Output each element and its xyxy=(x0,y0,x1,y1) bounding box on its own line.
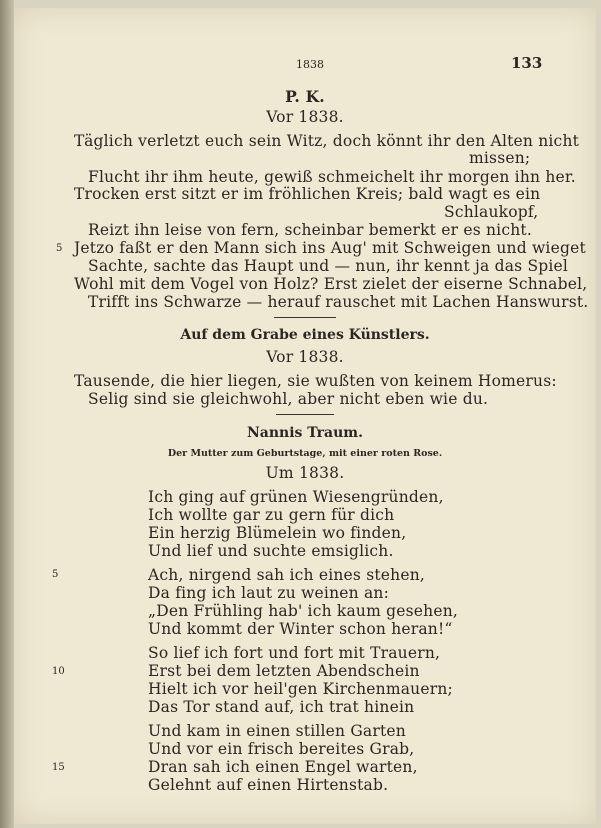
poem3-line: „Den Frühling hab' ich kaum gesehen, xyxy=(148,602,459,620)
poem3-line: So lief ich fort und fort mit Trauern, xyxy=(148,644,441,662)
poem1-line: Wohl mit dem Vogel von Holz? Erst zielet der eiserne Schnabel, xyxy=(74,275,588,293)
book-page xyxy=(14,8,596,824)
poem2-date: Vor 1838. xyxy=(266,348,344,366)
page-number: 133 xyxy=(511,54,543,72)
section-divider xyxy=(274,317,336,318)
poem1-line: Reizt ihn leise von fern, scheinbar bemerkt er es nicht. xyxy=(88,221,532,239)
poem3-line: Und kommt der Winter schon heran!“ xyxy=(148,620,453,638)
poem1-line: Sachte, sachte das Haupt und — nun, ihr kennt ja das Spiel xyxy=(88,257,569,275)
poem1-line: missen; xyxy=(469,149,531,167)
poem3-line: Ich wollte gar zu gern für dich xyxy=(148,506,395,524)
poem2-title: Auf dem Grabe eines Künstlers. xyxy=(180,327,430,343)
poem1-author: P. K. xyxy=(285,87,325,106)
running-header-year: 1838 xyxy=(296,58,324,71)
poem1-line: Trocken erst sitzt er im fröhlichen Kreis; bald wagt es ein xyxy=(74,185,541,203)
poem3-line: Erst bei dem letzten Abendschein xyxy=(148,662,420,680)
poem3-line: Dran sah ich einen Engel warten, xyxy=(148,758,418,776)
line-number: 5 xyxy=(52,569,59,580)
poem3-date: Um 1838. xyxy=(265,464,345,482)
poem3-line: Hielt ich vor heil'gen Kirchenmauern; xyxy=(148,680,453,698)
poem1-line: Trifft ins Schwarze — herauf rauschet mit Lachen Hanswurst. xyxy=(88,293,589,311)
poem2-line: Tausende, die hier liegen, sie wußten von keinem Homerus: xyxy=(74,372,557,390)
line-number: 5 xyxy=(56,243,63,254)
line-number: 15 xyxy=(52,762,65,773)
poem3-line: Und vor ein frisch bereites Grab, xyxy=(148,740,415,758)
section-divider xyxy=(276,414,334,415)
poem1-line: Täglich verletzt euch sein Witz, doch könnt ihr den Alten nicht xyxy=(74,132,580,150)
poem3-line: Da fing ich laut zu weinen an: xyxy=(148,584,389,602)
poem1-date: Vor 1838. xyxy=(266,108,344,126)
line-number: 10 xyxy=(52,666,65,677)
poem1-line: Jetzo faßt er den Mann sich ins Aug' mit Schweigen und wieget xyxy=(74,239,586,257)
book-spine-shadow xyxy=(0,0,14,828)
poem1-line: Flucht ihr ihm heute, gewiß schmeichelt ihr morgen ihn her. xyxy=(88,168,576,186)
poem3-title: Nannis Traum. xyxy=(246,425,363,441)
poem3-line: Ich ging auf grünen Wiesengründen, xyxy=(148,488,444,506)
poem1-line: Schlaukopf, xyxy=(444,203,539,221)
poem3-line: Ach, nirgend sah ich eines stehen, xyxy=(148,566,426,584)
poem3-line: Das Tor stand auf, ich trat hinein xyxy=(148,698,415,716)
poem3-line: Gelehnt auf einen Hirtenstab. xyxy=(148,776,389,794)
poem3-line: Ein herzig Blümelein wo finden, xyxy=(148,524,407,542)
poem3-line: Und kam in einen stillen Garten xyxy=(148,722,406,740)
poem3-line: Und lief und suchte emsiglich. xyxy=(148,542,394,560)
poem3-dedication: Der Mutter zum Geburtstage, mit einer roten Rose. xyxy=(167,448,443,459)
poem2-line: Selig sind sie gleichwohl, aber nicht eben wie du. xyxy=(88,390,489,408)
